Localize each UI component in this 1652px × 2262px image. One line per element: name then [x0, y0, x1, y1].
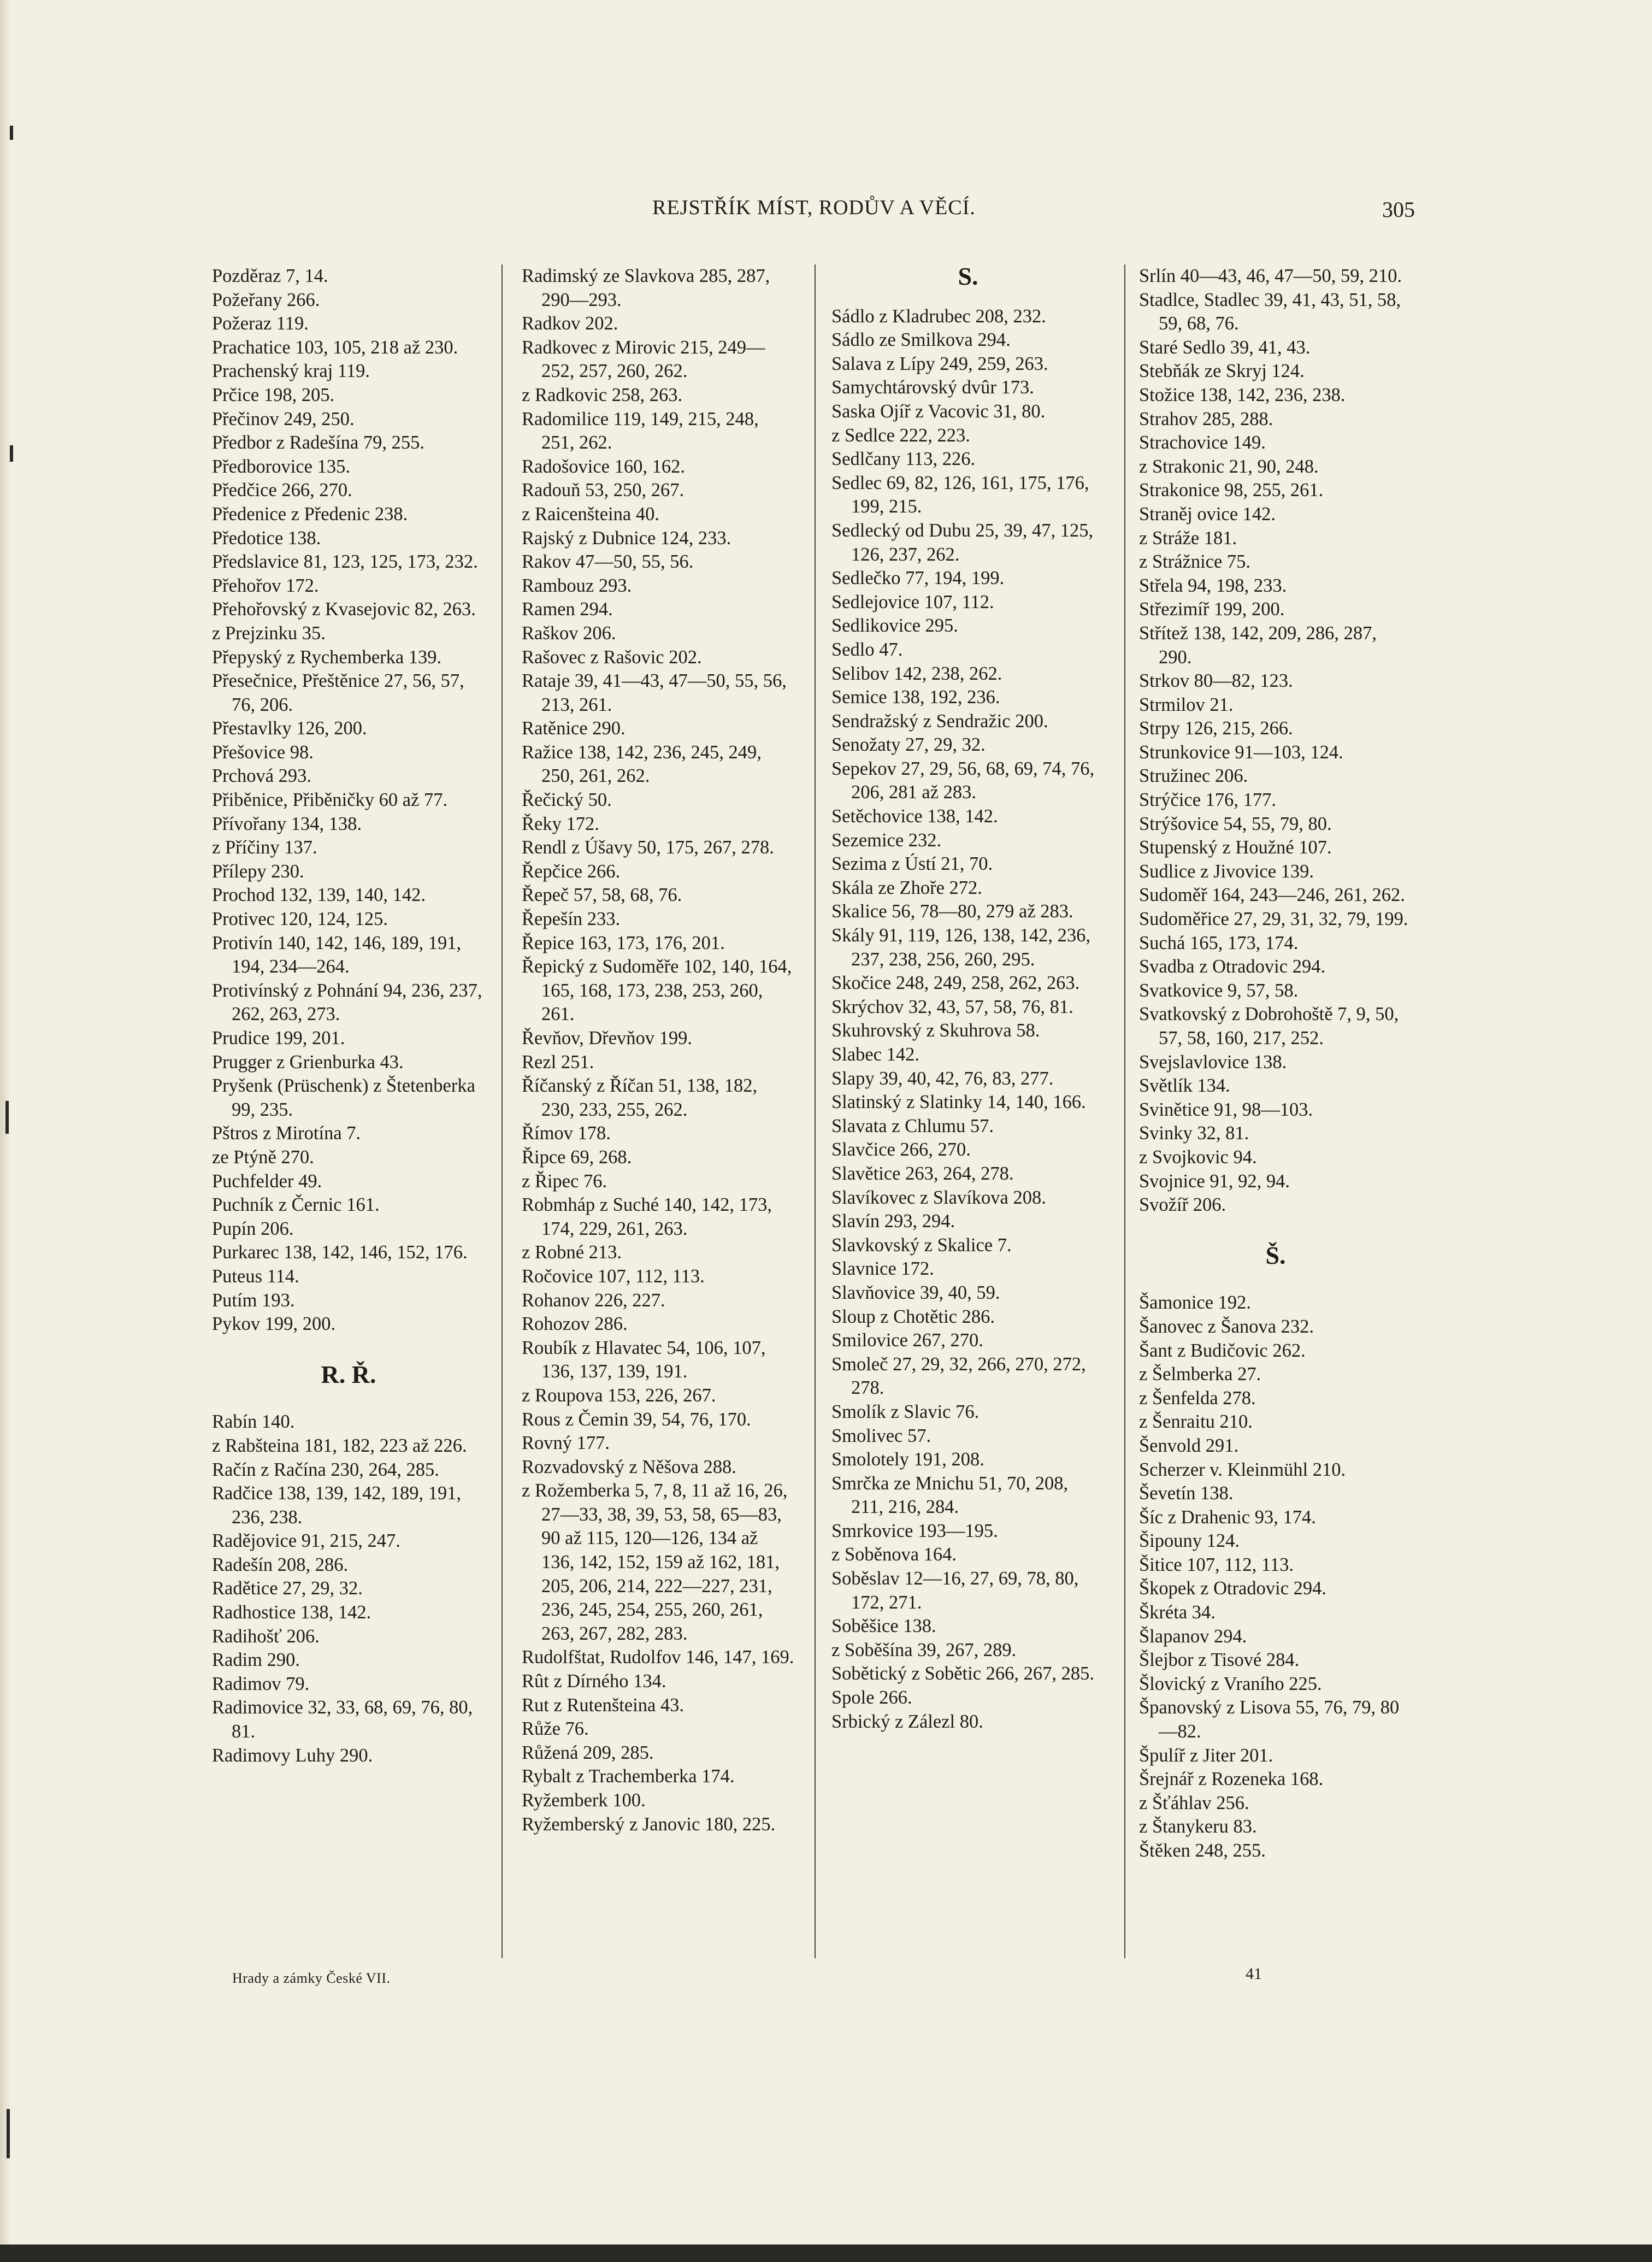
index-entry: z Šenraitu 210.: [1139, 1411, 1253, 1433]
index-entry: Ševetín 138.: [1139, 1483, 1234, 1504]
index-entry: Strakonice 98, 255, 261.: [1139, 480, 1324, 501]
index-entry: Salava z Lípy 249, 259, 263.: [831, 353, 1048, 374]
margin-mark: [10, 445, 13, 462]
index-entry: Soběslav 12—16, 27, 69, 78, 80, 172, 271.: [831, 1568, 1079, 1613]
index-entry: Sezemice 232.: [831, 829, 942, 851]
index-entry: Radkovec z Mirovic 215, 249—252, 257, 260, 262.: [522, 337, 765, 382]
index-entry: Smolotely 191, 208.: [831, 1449, 984, 1470]
index-entry: Slapy 39, 40, 42, 76, 83, 277.: [831, 1068, 1054, 1089]
index-column-3: [831, 264, 1105, 1734]
index-entry: Strahov 285, 288.: [1139, 408, 1273, 429]
index-entry: Šipouny 124.: [1139, 1530, 1240, 1552]
index-entry: Sedlo 47.: [831, 639, 903, 660]
index-entry: Šlapanov 294.: [1139, 1625, 1247, 1647]
index-entry: Sádlo ze Smilkova 294.: [831, 329, 1011, 351]
index-entry: z Soběnova 164.: [831, 1544, 957, 1565]
index-entry: Svejslavlovice 138.: [1139, 1051, 1287, 1073]
index-entry: Šíc z Drahenic 93, 174.: [1139, 1506, 1316, 1528]
index-entry: Purkarec 138, 142, 146, 152, 176.: [212, 1242, 468, 1263]
index-entry: Rohanov 226, 227.: [522, 1289, 665, 1311]
index-entry: Svožíř 206.: [1139, 1194, 1226, 1216]
index-entry: Prachatice 103, 105, 218 až 230.: [212, 337, 458, 358]
index-entry: Radihošť 206.: [212, 1625, 320, 1647]
page-number: 305: [1382, 197, 1415, 222]
section-heading-sh: Š.: [1265, 1241, 1286, 1269]
index-entry: z Rabšteina 181, 182, 223 až 226.: [212, 1435, 467, 1456]
index-entry: Strpy 126, 215, 266.: [1139, 718, 1293, 739]
index-entry: Rozvadovský z Něšova 288.: [522, 1456, 736, 1477]
index-entry: Stružinec 206.: [1139, 765, 1248, 787]
index-entry: Svatkovice 9, 57, 58.: [1139, 980, 1299, 1001]
index-entry: Saska Ojíř z Vacovic 31, 80.: [831, 400, 1046, 422]
index-entry: Španovský z Lisova 55, 76, 79, 80—82.: [1139, 1697, 1400, 1742]
index-entry: Prochod 132, 139, 140, 142.: [212, 885, 426, 906]
index-entry: Rovný 177.: [522, 1433, 610, 1454]
index-entry: Strýčice 176, 177.: [1139, 790, 1277, 811]
index-entry: z Strakonic 21, 90, 248.: [1139, 456, 1319, 477]
index-entry: Předčice 266, 270.: [212, 480, 352, 501]
index-entry: Šamonice 192.: [1139, 1292, 1252, 1313]
index-entry: Straněj ovice 142.: [1139, 503, 1276, 525]
index-entry: Sedlčany 113, 226.: [831, 449, 976, 470]
footer-note: Hrady a zámky České VII.: [232, 1970, 391, 1986]
index-entry: Radimovice 32, 33, 68, 69, 76, 80, 81.: [212, 1697, 473, 1742]
index-entry: Ramen 294.: [522, 599, 613, 620]
index-entry: Pozděraz 7, 14.: [212, 266, 328, 286]
index-entry: Radětice 27, 29, 32.: [212, 1578, 363, 1599]
index-entry: Slatinský z Slatinky 14, 140, 166.: [831, 1092, 1086, 1113]
page-edge: [0, 2245, 1652, 2262]
index-entry: Spole 266.: [831, 1687, 912, 1709]
index-entry: z Řipec 76.: [522, 1170, 607, 1192]
index-entry: Šitice 107, 112, 113.: [1139, 1554, 1294, 1575]
index-entry: Štěken 248, 255.: [1139, 1840, 1266, 1861]
index-entry: Prachenský kraj 119.: [212, 361, 370, 382]
index-entry: Předborovice 135.: [212, 456, 350, 477]
index-entry: Svinětice 91, 98—103.: [1139, 1099, 1313, 1120]
index-entry: Samychtárovský dvûr 173.: [831, 377, 1034, 398]
index-entry: Ražice 138, 142, 236, 245, 249, 250, 261, 262.: [522, 741, 762, 787]
index-entry: Strmilov 21.: [1139, 694, 1234, 715]
index-entry: Prchová 293.: [212, 765, 312, 787]
index-entry: Radim 290.: [212, 1650, 300, 1671]
index-entry: z Radkovic 258, 263.: [522, 384, 683, 405]
index-entry: Skuhrovský z Skuhrova 58.: [831, 1020, 1040, 1041]
index-entry: Staré Sedlo 39, 41, 43.: [1139, 337, 1311, 358]
index-entry: Sedlikovice 295.: [831, 615, 958, 637]
index-entry: Svojnice 91, 92, 94.: [1139, 1170, 1290, 1192]
index-entry: Přečinov 249, 250.: [212, 408, 355, 429]
index-entry: Škréta 34.: [1139, 1602, 1216, 1623]
index-entry: Přívořany 134, 138.: [212, 813, 362, 834]
index-entry: Světlík 134.: [1139, 1075, 1230, 1097]
index-entry: Sudoměřice 27, 29, 31, 32, 79, 199.: [1139, 909, 1408, 930]
index-entry: Přehořov 172.: [212, 575, 319, 596]
index-entry: Předenice z Předenic 238.: [212, 503, 408, 525]
section-heading-s: S.: [958, 262, 978, 290]
index-entry: Rût z Dírného 134.: [522, 1671, 666, 1692]
index-entry: Šrejnář z Rozeneka 168.: [1139, 1769, 1324, 1790]
column-rule: [1124, 264, 1125, 1958]
signature-mark: 41: [1246, 1965, 1262, 1983]
index-entry: Řepčice 266.: [522, 861, 621, 882]
index-entry: Pupín 206.: [212, 1218, 294, 1239]
index-entry: Střezimíř 199, 200.: [1139, 599, 1285, 620]
index-entry: Slavnice 172.: [831, 1258, 934, 1280]
index-entry: Radčice 138, 139, 142, 189, 191, 236, 238.: [212, 1483, 462, 1528]
index-entry: Smilovice 267, 270.: [831, 1330, 983, 1351]
index-entry: Řeky 172.: [522, 813, 599, 834]
index-entry: Puchník z Černic 161.: [212, 1194, 380, 1216]
index-entry: Rajský z Dubnice 124, 233.: [522, 527, 731, 549]
index-entry: Ryžemberk 100.: [522, 1790, 646, 1811]
index-entry: Rut z Rutenšteina 43.: [522, 1694, 685, 1716]
index-entry: z Soběšína 39, 267, 289.: [831, 1639, 1017, 1660]
index-entry: Rous z Čemin 39, 54, 76, 170.: [522, 1409, 751, 1430]
index-entry: Řipce 69, 268.: [522, 1146, 632, 1168]
index-entry: z Rožemberka 5, 7, 8, 11 až 16, 26, 27—33, 38, 39, 53, 58, 65—83, 90 až 115, 120—126, 134 až 136, 142, 152, 159 až 162, 181, 205, 206, 214, 222—227, 231, 236, 245, 254, 255, 260, 261, 263, 267, 282, 283.: [522, 1480, 788, 1644]
index-entry: Prudice 199, 201.: [212, 1028, 345, 1048]
index-entry: ze Ptýně 270.: [212, 1146, 314, 1168]
index-entry: Robmháp z Suché 140, 142, 173, 174, 229, 261, 263.: [522, 1194, 772, 1239]
index-entry: Řečický 50.: [522, 790, 612, 811]
index-entry: Rakov 47—50, 55, 56.: [522, 551, 694, 573]
index-entry: Smolivec 57.: [831, 1425, 931, 1446]
index-entry: Smoleč 27, 29, 32, 266, 270, 272, 278.: [831, 1353, 1086, 1399]
section-heading-r: R. Ř.: [321, 1360, 376, 1388]
index-entry: Skočice 248, 249, 258, 262, 263.: [831, 973, 1080, 994]
index-entry: Přiběnice, Přiběničky 60 až 77.: [212, 790, 448, 811]
index-entry: z Stráže 181.: [1139, 527, 1237, 549]
index-entry: Stadlce, Stadlec 39, 41, 43, 51, 58, 59, 68, 76.: [1139, 289, 1401, 334]
index-entry: Rendl z Úšavy 50, 175, 267, 278.: [522, 837, 774, 858]
entry-list: [212, 1410, 485, 1768]
index-entry: Přestavlky 126, 200.: [212, 718, 367, 739]
entry-list: [831, 305, 1105, 1734]
index-entry: Slavkovský z Skalice 7.: [831, 1234, 1012, 1256]
index-entry: Pštros z Mirotína 7.: [212, 1123, 361, 1144]
index-entry: Strunkovice 91—103, 124.: [1139, 741, 1343, 763]
index-entry: Senožaty 27, 29, 32.: [831, 734, 986, 756]
index-entry: Skalice 56, 78—80, 279 až 283.: [831, 901, 1073, 922]
index-entry: Protivec 120, 124, 125.: [212, 909, 388, 930]
index-entry: Ratěnice 290.: [522, 718, 626, 739]
index-entry: z Šelmberka 27.: [1139, 1364, 1261, 1385]
index-entry: Slabec 142.: [831, 1044, 919, 1065]
index-entry: Raškov 206.: [522, 622, 616, 644]
index-entry: Předslavice 81, 123, 125, 173, 232.: [212, 551, 478, 573]
index-column-2: [522, 264, 795, 1836]
margin-mark: [7, 2109, 10, 2158]
index-entry: Růžená 209, 285.: [522, 1742, 654, 1763]
index-entry: Přehořovský z Kvasejovic 82, 263.: [212, 599, 476, 620]
index-entry: Škopek z Otradovic 294.: [1139, 1578, 1327, 1599]
margin-mark: [5, 1101, 9, 1134]
index-entry: z Robné 213.: [522, 1242, 622, 1263]
index-entry: Pykov 199, 200.: [212, 1313, 336, 1335]
index-entry: Skrýchov 32, 43, 57, 58, 76, 81.: [831, 996, 1073, 1017]
index-entry: Radimovy Luhy 290.: [212, 1745, 373, 1766]
index-entry: Sádlo z Kladrubec 208, 232.: [831, 305, 1046, 327]
index-entry: z Roupova 153, 226, 267.: [522, 1385, 716, 1406]
index-entry: Střela 94, 198, 233.: [1139, 575, 1287, 596]
index-entry: Růže 76.: [522, 1718, 589, 1740]
index-entry: Sudoměř 164, 243—246, 261, 262.: [1139, 885, 1405, 906]
index-entry: Slavňovice 39, 40, 59.: [831, 1282, 1000, 1303]
index-entry: Skály 91, 119, 126, 138, 142, 236, 237, 238, 256, 260, 295.: [831, 925, 1091, 970]
index-entry: Rašovec z Rašovic 202.: [522, 646, 702, 668]
index-entry: Suchá 165, 173, 174.: [1139, 932, 1299, 953]
index-entry: Roubík z Hlavatec 54, 106, 107, 136, 137, 139, 191.: [522, 1337, 766, 1382]
index-column-1: [212, 264, 485, 1768]
column-rule: [815, 264, 816, 1958]
index-entry: Puteus 114.: [212, 1265, 299, 1287]
index-entry: Stebňák ze Skryj 124.: [1139, 361, 1305, 382]
index-entry: Radimský ze Slavkova 285, 287, 290—293.: [522, 266, 770, 310]
index-entry: Rybalt z Trachemberka 174.: [522, 1766, 735, 1787]
index-entry: Předotice 138.: [212, 527, 321, 549]
index-entry: Šanovec z Šanova 232.: [1139, 1316, 1314, 1337]
index-entry: Rambouz 293.: [522, 575, 632, 596]
index-entry: z Raicenšteina 40.: [522, 503, 659, 525]
entry-list: [1139, 264, 1412, 1217]
column-rule: [502, 264, 503, 1958]
index-entry: Rudolfštat, Rudolfov 146, 147, 169.: [522, 1647, 794, 1668]
index-entry: Sedlečko 77, 194, 199.: [831, 568, 1005, 589]
index-entry: Slavětice 263, 264, 278.: [831, 1163, 1014, 1184]
entry-list: [1139, 1291, 1412, 1863]
index-entry: z Sedlce 222, 223.: [831, 425, 970, 446]
index-entry: Slavčice 266, 270.: [831, 1139, 971, 1161]
index-entry: Sendražský z Sendražic 200.: [831, 710, 1048, 732]
index-entry: Radkov 202.: [522, 313, 618, 334]
index-entry: Soběšice 138.: [831, 1616, 936, 1637]
index-entry: Smolík z Slavic 76.: [831, 1401, 980, 1422]
index-entry: Radimov 79.: [212, 1673, 310, 1694]
index-entry: Šlejbor z Tisové 284.: [1139, 1650, 1300, 1671]
index-entry: Srbický z Zálezl 80.: [831, 1711, 983, 1732]
index-entry: Řepický z Sudoměře 102, 140, 164, 165, 168, 173, 238, 253, 260, 261.: [522, 956, 792, 1025]
index-entry: Šant z Budičovic 262.: [1139, 1340, 1306, 1361]
index-entry: Sedlec 69, 82, 126, 161, 175, 176, 199, 215.: [831, 472, 1089, 517]
index-entry: Scherzer v. Kleinmühl 210.: [1139, 1459, 1346, 1480]
index-entry: Rabín 140.: [212, 1411, 295, 1433]
index-entry: Přešovice 98.: [212, 741, 314, 763]
entry-list: [522, 264, 795, 1836]
index-entry: Sedlecký od Dubu 25, 39, 47, 125, 126, 237, 262.: [831, 520, 1094, 565]
index-entry: Pryšenk (Prüschenk) z Štetenberka 99, 235.: [212, 1075, 475, 1120]
index-entry: Řepešín 233.: [522, 909, 621, 930]
index-entry: Šlovický z Vraního 225.: [1139, 1673, 1322, 1694]
index-entry: Radošovice 160, 162.: [522, 456, 685, 477]
index-entry: Prugger z Grienburka 43.: [212, 1051, 404, 1073]
index-entry: Slavata z Chlumu 57.: [831, 1115, 994, 1136]
entry-list: [212, 264, 485, 1336]
index-entry: Putím 193.: [212, 1289, 295, 1311]
index-entry: Řevňov, Dřevňov 199.: [522, 1028, 693, 1048]
index-entry: Ročovice 107, 112, 113.: [522, 1265, 705, 1287]
index-entry: Strachovice 149.: [1139, 432, 1266, 453]
index-entry: z Svojkovic 94.: [1139, 1146, 1257, 1168]
index-entry: Římov 178.: [522, 1123, 611, 1144]
index-entry: Řepeč 57, 58, 68, 76.: [522, 885, 682, 906]
index-entry: Řepice 163, 173, 176, 201.: [522, 932, 725, 953]
index-entry: Selibov 142, 238, 262.: [831, 663, 1002, 684]
index-entry: z Štanykeru 83.: [1139, 1816, 1257, 1837]
index-entry: Prčice 198, 205.: [212, 384, 335, 405]
margin-mark: [10, 126, 13, 140]
index-entry: Rataje 39, 41—43, 47—50, 55, 56, 213, 261.: [522, 670, 787, 715]
page-header: REJSTŘÍK MÍST, RODŮV A VĚCÍ.: [652, 196, 976, 219]
index-entry: Radouň 53, 250, 267.: [522, 480, 685, 501]
index-entry: Protivín 140, 142, 146, 189, 191, 194, 234—264.: [212, 932, 462, 977]
index-entry: Přepyský z Rychemberka 139.: [212, 646, 442, 668]
index-entry: Sedlejovice 107, 112.: [831, 591, 994, 612]
index-entry: Rezl 251.: [522, 1051, 594, 1073]
index-entry: Slavín 293, 294.: [831, 1211, 955, 1232]
index-entry: Srlín 40—43, 46, 47—50, 59, 210.: [1139, 266, 1402, 286]
index-entry: Radějovice 91, 215, 247.: [212, 1530, 400, 1552]
index-entry: Stožice 138, 142, 236, 238.: [1139, 384, 1346, 405]
index-entry: Svatkovský z Dobrohoště 7, 9, 50, 57, 58, 160, 217, 252.: [1139, 1004, 1399, 1048]
index-entry: Protivínský z Pohnání 94, 236, 237, 262, 263, 273.: [212, 980, 482, 1025]
index-column-4: [1139, 264, 1412, 1863]
index-entry: Radešín 208, 286.: [212, 1554, 349, 1575]
index-entry: Sezima z Ústí 21, 70.: [831, 853, 993, 875]
index-entry: Ryžemberský z Janovic 180, 225.: [522, 1813, 776, 1835]
index-entry: z Šťáhlav 256.: [1139, 1792, 1249, 1813]
index-entry: Stupenský z Houžné 107.: [1139, 837, 1332, 858]
index-entry: Předbor z Radešína 79, 255.: [212, 432, 425, 453]
index-entry: Požeřany 266.: [212, 289, 320, 310]
index-entry: Strkov 80—82, 123.: [1139, 670, 1293, 692]
index-entry: z Šenfelda 278.: [1139, 1387, 1256, 1409]
index-entry: Šenvold 291.: [1139, 1435, 1239, 1456]
index-entry: z Prejzinku 35.: [212, 622, 326, 644]
index-entry: Puchfelder 49.: [212, 1170, 322, 1192]
index-entry: Skála ze Zhoře 272.: [831, 877, 982, 898]
index-entry: Špulíř z Jiter 201.: [1139, 1745, 1273, 1766]
index-entry: Semice 138, 192, 236.: [831, 687, 1000, 708]
index-entry: Sloup z Chotětic 286.: [831, 1306, 995, 1327]
index-entry: z Příčiny 137.: [212, 837, 317, 858]
index-entry: Sepekov 27, 29, 56, 68, 69, 74, 76, 206, 281 až 283.: [831, 758, 1095, 803]
index-entry: Říčanský z Říčan 51, 138, 182, 230, 233, 255, 262.: [522, 1075, 758, 1120]
index-entry: Smrčka ze Mnichu 51, 70, 208, 211, 216, 284.: [831, 1472, 1069, 1518]
index-entry: Sobětický z Sobětic 266, 267, 285.: [831, 1663, 1095, 1684]
index-entry: Strýšovice 54, 55, 79, 80.: [1139, 813, 1332, 834]
index-entry: Svadba z Otradovic 294.: [1139, 956, 1326, 977]
index-entry: Smrkovice 193—195.: [831, 1520, 998, 1541]
index-entry: Radhostice 138, 142.: [212, 1602, 371, 1623]
index-entry: Střítež 138, 142, 209, 286, 287, 290.: [1139, 622, 1377, 668]
index-entry: Požeraz 119.: [212, 313, 309, 334]
index-entry: Svinky 32, 81.: [1139, 1123, 1249, 1144]
index-entry: Slavíkovec z Slavíkova 208.: [831, 1187, 1046, 1208]
index-entry: Radomilice 119, 149, 215, 248, 251, 262.: [522, 408, 759, 453]
index-entry: Setěchovice 138, 142.: [831, 806, 998, 827]
index-entry: Přílepy 230.: [212, 861, 304, 882]
index-entry: Rohozov 286.: [522, 1313, 628, 1335]
index-entry: Račín z Račína 230, 264, 285.: [212, 1459, 439, 1480]
index-entry: z Strážnice 75.: [1139, 551, 1251, 573]
index-entry: Přesečnice, Přeštěnice 27, 56, 57, 76, 206.: [212, 670, 464, 715]
index-entry: Sudlice z Jivovice 139.: [1139, 861, 1314, 882]
